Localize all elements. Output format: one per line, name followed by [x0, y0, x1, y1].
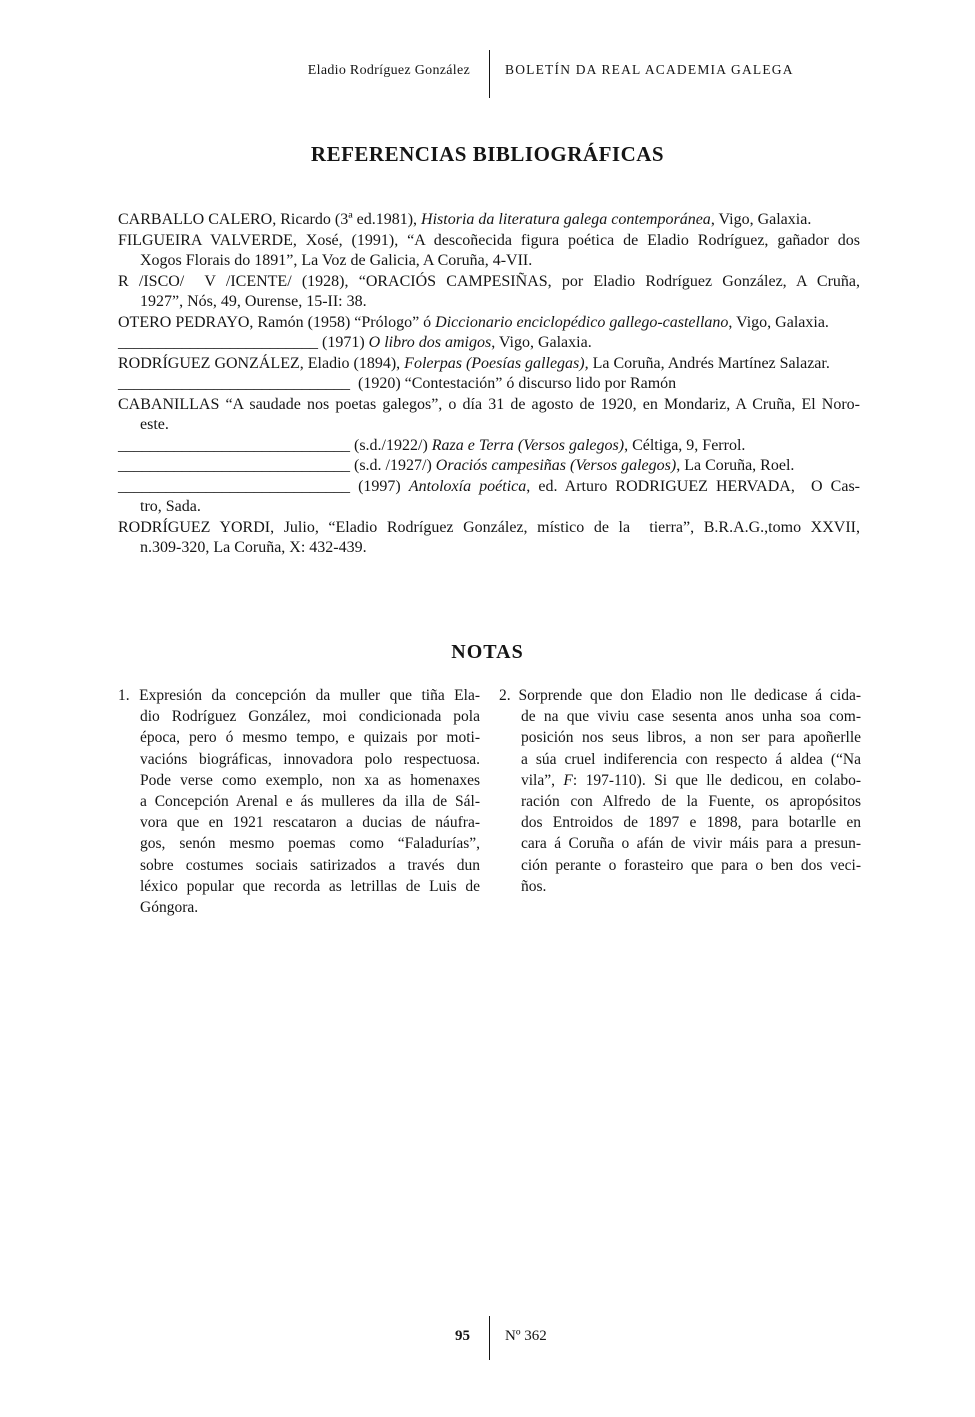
- footer-divider-line: [489, 1316, 490, 1360]
- note-line: dos Entroidos de 1897 e 1898, para botarlle en: [521, 814, 861, 832]
- journal-title: BOLETÍN DA REAL ACADEMIA GALEGA: [505, 62, 794, 77]
- bibliography-line: _____________________________ (1997) Antoloxía poética, ed. Arturo RODRIGUEZ HERVADA, O Cas-: [118, 477, 861, 495]
- bibliography-line: _____________________________ (s.d./1922/) Raza e Terra (Versos galegos), Céltiga, 9, Ferrol.: [118, 436, 746, 454]
- bibliography-line: RODRÍGUEZ GONZÁLEZ, Eladio (1894), Folerpas (Poesías gallegas), La Coruña, Andrés Martínez Salazar.: [118, 354, 830, 372]
- note-line: vacións biográficas, innovadora polo respectuosa.: [140, 750, 480, 768]
- note-line: 2. Sorprende que don Eladio non lle dedicase á cida-: [499, 687, 861, 704]
- note-line: sobre costumes sociais satirizados a través dun: [140, 856, 480, 874]
- note-line: vila”, F: 197-110). Si que lle dedicou, en colabo-: [521, 771, 861, 789]
- bibliography-line: 1927”, Nós, 49, Ourense, 15-II: 38.: [140, 293, 367, 310]
- bibliography-line: RODRÍGUEZ YORDI, Julio, “Eladio Rodríguez González, místico de la tierra”, B.R.A.G.,tomo XXVII,: [118, 518, 860, 536]
- issue-number: Nº 362: [505, 1328, 547, 1344]
- references-section-title: REFERENCIAS BIBLIOGRÁFICAS: [310, 142, 665, 166]
- header-divider-line: [489, 50, 490, 98]
- note-line: época, pero ó mesmo tempo, e quizais por moti-: [140, 729, 480, 747]
- bibliography-line: _____________________________ (1920) “Contestación” ó discurso lido por Ramón: [118, 375, 677, 392]
- bibliography-line: CARBALLO CALERO, Ricardo (3ª ed.1981), Historia da literatura galega contemporánea, Vigo, Galaxia.: [118, 211, 812, 228]
- bibliography-line: CABANILLAS “A saudade nos poetas galegos”, o día 31 de agosto de 1920, en Mondariz, A Cruña, El Noro-: [118, 395, 860, 413]
- note-line: de na que viviu case sesenta anos unha soa com-: [521, 708, 861, 726]
- bibliography-line: n.309-320, La Coruña, X: 432-439.: [140, 539, 367, 556]
- note-line: posición nos seus libros, a non ser para apoñerlle: [521, 729, 861, 747]
- note-line: gos, senón mesmo poemas como “Faladurías”,: [140, 835, 480, 853]
- note-line: a súa cruel indiferencia con respecto á aldea (“Na: [521, 750, 861, 768]
- bibliography-line: OTERO PEDRAYO, Ramón (1958) “Prólogo” ó Diccionario enciclopédico gallego-castellano, Vigo, Galaxia.: [118, 313, 829, 331]
- note-line: ración con Alfredo de la Fuente, os apropósitos: [521, 793, 861, 811]
- page-number: 95: [455, 1328, 470, 1344]
- bibliography-line: FILGUEIRA VALVERDE, Xosé, (1991), “A descoñecida figura poética de Eladio Rodríguez, gañador dos: [118, 231, 860, 249]
- note-line: a Concepción Arenal e ás mulleres da illa de Sál-: [140, 793, 480, 811]
- note-line: 1. Expresión da concepción da muller que tiña Ela-: [118, 687, 480, 704]
- note-line: vora que en 1921 rescataron a ducias de náufra-: [140, 814, 480, 832]
- note-line: cara á Coruña o afán de vivir máis para a presun-: [521, 835, 861, 853]
- note-line: dio Rodríguez González, moi condicionada pola: [140, 708, 480, 726]
- note-line: Góngora.: [140, 899, 199, 917]
- bibliography-line: tro, Sada.: [140, 498, 201, 515]
- note-line: ños.: [521, 877, 547, 895]
- note-line: léxico popular que recorda as letrillas de Luis de: [140, 877, 480, 895]
- notes-section-title: NOTAS: [451, 641, 524, 663]
- bibliography-line: _____________________________ (s.d. /1927/) Oraciós campesiñas (Versos galegos), La Coruña, Roel.: [118, 457, 795, 474]
- note-line: Pode verse como exemplo, non xa as homenaxes: [140, 771, 480, 789]
- bibliography-line: este.: [140, 416, 169, 433]
- bibliography-line: R /ISCO/ V /ICENTE/ (1928), “ORACIÓS CAMPESIÑAS, por Eladio Rodríguez González, A Cruña,: [118, 272, 860, 290]
- bibliography-line: _________________________ (1971) O libro dos amigos, Vigo, Galaxia.: [118, 334, 592, 351]
- author-name: Eladio Rodríguez González: [307, 63, 470, 78]
- note-line: ción perante o forasteiro que para o ben dos veci-: [521, 856, 861, 874]
- bibliography-list: [118, 210, 860, 559]
- bibliography-line: Xogos Florais do 1891”, La Voz de Galicia, A Coruña, 4-VII.: [140, 252, 533, 269]
- notes-column-right: [499, 685, 861, 897]
- notes-column-left: [118, 685, 480, 918]
